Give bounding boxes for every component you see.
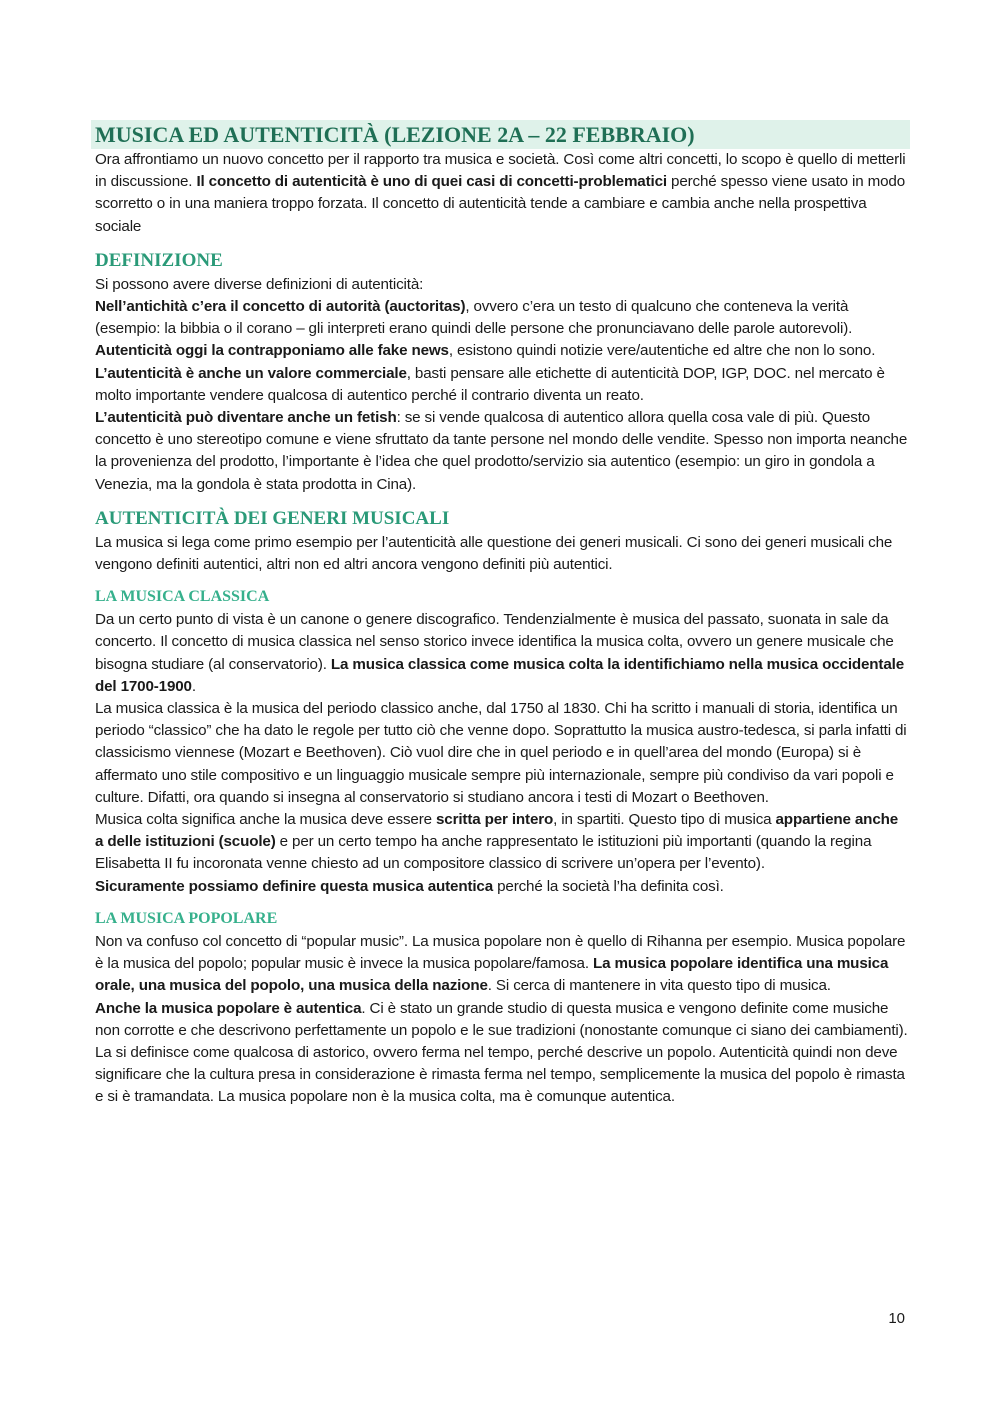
paragraph xyxy=(95,532,910,576)
bold-text-run: appartiene anche a delle istituzioni (scuole) xyxy=(95,811,899,851)
text-run: , esistono quindi notizie vere/autentiche ed altre che non lo sono. xyxy=(448,342,876,360)
paragraph xyxy=(95,363,910,407)
paragraph xyxy=(95,698,910,809)
text-run: Ora affrontiamo un nuovo concetto per il rapporto tra musica e società. Così come altri concetti, lo scopo è quello di metterli in discussione. xyxy=(95,151,906,191)
paragraph xyxy=(95,876,910,898)
page-content xyxy=(95,120,910,1109)
page-title: MUSICA ED AUTENTICITÀ (LEZIONE 2A – 22 FEBBRAIO) xyxy=(91,120,910,149)
text-run: La musica classica è la musica del periodo classico anche, dal 1750 al 1830. Chi ha scritto i manuali di storia, identifica un periodo “classico” che ha dato le regole per tutto ciò che venne dopo. Soprattutto la musica austro-tedesca, si parla infatti di classicismo viennese (Mozart e Beethoven). Ciò vuol dire che in quel periodo e in quell’area del mondo (Europa) si è affermato uno stile compositivo e un linguaggio musicale sempre più internazionale, sempre più condiviso da vari popoli e culture. Difatti, ora quando si insegna al conservatorio si studiano ancora i testi di Mozart o Beethoven. xyxy=(95,700,907,806)
text-run: , in spartiti. Questo tipo di musica xyxy=(553,811,776,829)
heading-generi-musicali: AUTENTICITÀ DEI GENERI MUSICALI xyxy=(95,507,450,529)
text-run: perché spesso viene usato in modo scorretto o in una maniera troppo forzata. Il concetto di autenticità tende a cambiare e cambia anche nella prospettiva sociale xyxy=(95,173,906,235)
paragraph xyxy=(95,931,910,998)
paragraph xyxy=(95,998,910,1109)
text-run: e per un certo tempo ha anche rappresentato le istituzioni più importanti (quando la regina Elisabetta II fu incoronata venne chiesto ad un compositore classico di scrivere un’opera per l’evento). xyxy=(95,833,872,873)
paragraph xyxy=(95,609,910,698)
text-run: Musica colta significa anche la musica deve essere xyxy=(95,811,436,829)
section-musica-popolare xyxy=(95,931,910,1109)
bold-text-run: Nell’antichità c’era il concetto di autorità (auctoritas) xyxy=(95,298,466,316)
bold-text-run: Autenticità oggi la contrapponiamo alle fake news xyxy=(95,342,449,360)
bold-text-run: Sicuramente possiamo definire questa musica autentica xyxy=(95,877,494,895)
intro-paragraph xyxy=(95,149,910,238)
bold-text-run: La musica popolare identifica una musica orale, una musica del popolo, una musica della nazione xyxy=(95,955,889,995)
paragraph xyxy=(95,340,910,362)
heading-musica-popolare: LA MUSICA POPOLARE xyxy=(95,909,278,927)
paragraph xyxy=(95,274,910,296)
bold-text-run: scritta per intero xyxy=(436,811,554,829)
text-run: Si possono avere diverse definizioni di autenticità: xyxy=(95,275,424,293)
text-run: : se si vende qualcosa di autentico allora quella cosa vale di più. Questo concetto è uno stereotipo comune e viene sfruttato da tante persone nel mondo delle vendite. Spesso non importa neanche la provenienza del prodotto, l’importante è l’idea che quel prodotto/servizio sia autentico (esempio: un giro in gondola a Venezia, ma la gondola è stata prodotta in Cina). xyxy=(95,409,908,493)
text-run: , basti pensare alle etichette di autenticità DOP, IGP, DOC. nel mercato è molto importante vendere qualcosa di autentico perché il contrario diventa un reato. xyxy=(95,364,885,404)
text-run: . Ci è stato un grande studio di questa musica e vengono definite come musiche non corrotte e che descrivono perfettamente un popolo e le sue tradizioni (nonostante comunque ci siano dei cambiamenti). La si definisce come qualcosa di astorico, ovvero ferma nel tempo, perché descrive un popolo. Autenticità quindi non deve significare che la cultura presa in considerazione è rimasta ferma nel tempo, semplicemente la musica del popolo è rimasta e si è tramandata. La musica popolare non è la musica colta, ma è comunque autentica. xyxy=(95,999,908,1106)
text-run: . Si cerca di mantenere in vita questo tipo di musica. xyxy=(487,977,831,995)
text-run: La musica si lega come primo esempio per l’autenticità alle questione dei generi musicali. Ci sono dei generi musicali che vengono definiti autentici, altri non ed altri ancora vengono definiti più autentici. xyxy=(95,533,893,574)
heading-definizione: DEFINIZIONE xyxy=(95,249,223,271)
bold-text-run: L’autenticità può diventare anche un fetish xyxy=(95,409,397,427)
text-run: Non va confuso col concetto di “popular music”. La musica popolare non è quello di Rihanna per esempio. Musica popolare è la musica del popolo; popular music è invece la musica popolare/famosa. xyxy=(95,932,906,973)
text-run: perché la società l’ha definita così. xyxy=(493,877,724,895)
paragraph xyxy=(95,407,910,496)
text-run: . xyxy=(191,677,196,695)
text-run: , ovvero c’era un testo di qualcuno che conteneva la verità (esempio: la bibbia o il corano – gli interpreti erano quindi delle persone che pronunciavano delle parole autorevoli). xyxy=(95,298,853,338)
bold-text-run: L’autenticità è anche un valore commerciale xyxy=(95,364,407,382)
bold-text-run: Il concetto di autenticità è uno di quei casi di concetti-problematici xyxy=(196,173,667,191)
section-generi-musicali xyxy=(95,532,910,576)
heading-musica-classica: LA MUSICA CLASSICA xyxy=(95,588,270,606)
bold-text-run: Anche la musica popolare è autentica xyxy=(95,999,362,1017)
section-musica-classica xyxy=(95,609,910,898)
paragraph xyxy=(95,809,910,876)
page-number: 10 xyxy=(888,1310,905,1327)
text-run: Da un certo punto di vista è un canone o genere discografico. Tendenzialmente è musica del passato, suonata in sale da concerto. Il concetto di musica classica nel senso storico invece identifica la musica colta, ovvero un genere musicale che bisogna studiare (al conservatorio). xyxy=(95,611,894,673)
bold-text-run: La musica classica come musica colta la identifichiamo nella musica occidentale del 1700-1900 xyxy=(95,655,905,695)
section-definizione xyxy=(95,274,910,496)
paragraph xyxy=(95,296,910,340)
